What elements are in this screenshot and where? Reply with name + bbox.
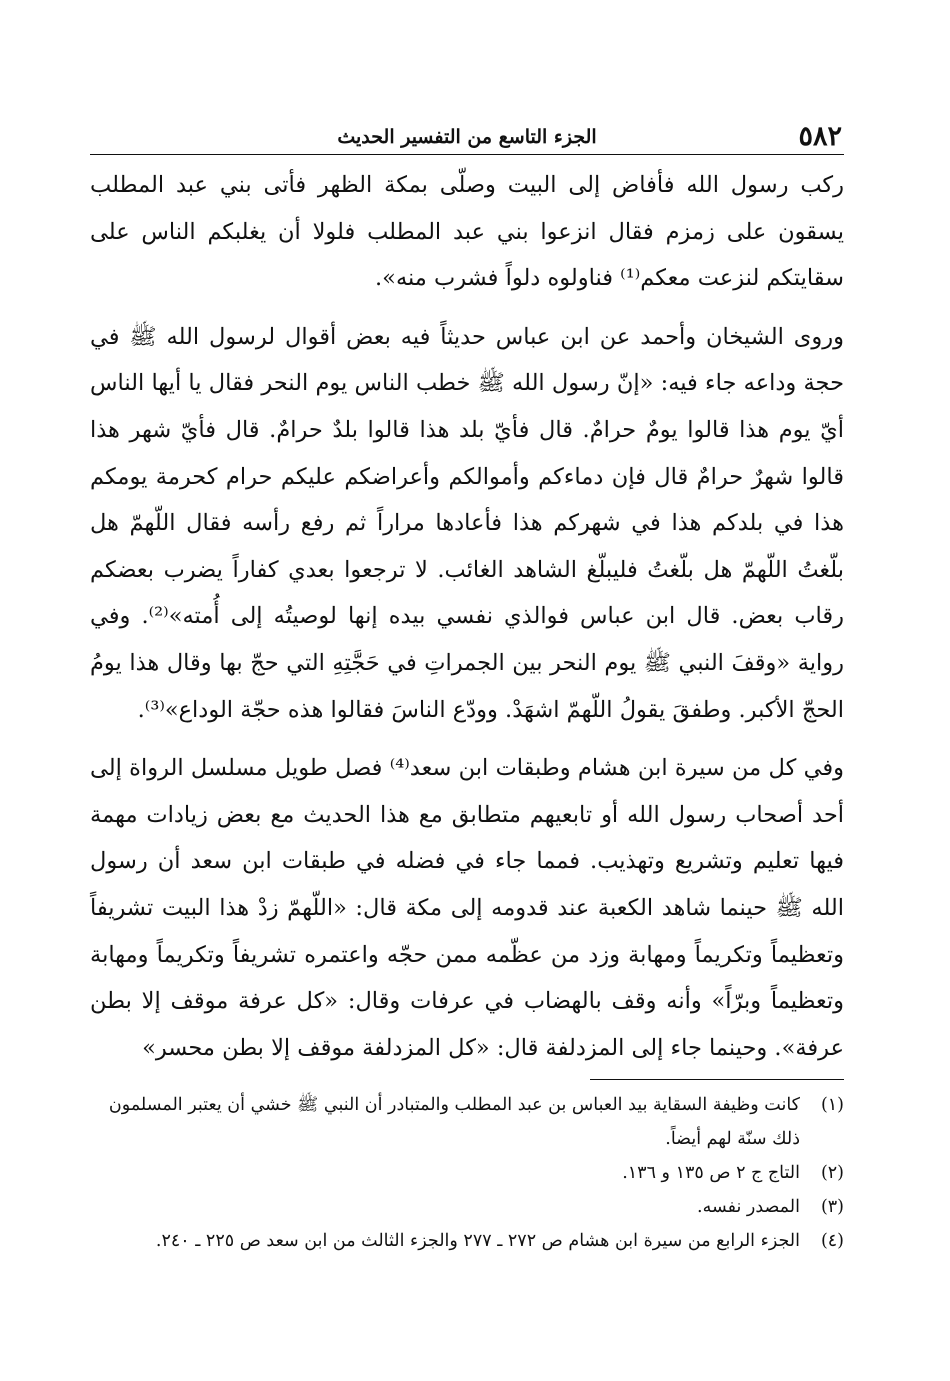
footnote-text: الجزء الرابع من سيرة ابن هشام ص ٢٧٢ ـ ٢٧٧ والجزء الثالث من ابن سعد ص ٢٢٥ ـ ٢٤٠. (155, 1231, 800, 1251)
footnote (90, 1156, 844, 1190)
running-title: الجزء التاسع من التفسير الحديث (337, 126, 597, 148)
paragraph: وروى الشيخان وأحمد عن ابن عباس حديثاً فيه بعض أقوال لرسول الله ﷺ في حجة وداعه جاء فيه: «إنّ رسول الله ﷺ خطب الناس يوم النحر فقال يا أيها الناس أيّ يوم هذا قالوا يومٌ حرامٌ. قال فأيّ بلد هذا قالوا بلدٌ حرامٌ. قال فأيّ شهر هذا قالوا شهرٌ حرامٌ قال فإن دماءكم وأموالكم وأعراضكم عليكم حرام كحرمة يومكم هذا في بلدكم هذا في شهركم هذا فأعادها مراراً ثم رفع رأسه فقال اللّهمّ هل بلّغتُ اللّهمّ هل بلّغتُ فليبلّغ الشاهد الغائب. لا ترجعوا بعدي كفاراً يضرب بعضكم رقاب بعض. قال ابن عباس فوالذي نفسي بيده إنها لوصيتُه إلى أُمته»⁽²⁾. وفي رواية «وقفَ النبي ﷺ يوم النحر بين الجمراتِ في حَجَّتِهِ التي حجّ بها وقال هذا يومُ الحجّ الأكبر. وطفقَ يقولُ اللّهمّ اشهَدْ. وودّع الناسَ فقالوا هذه حجّة الوداع»⁽³⁾. (90, 323, 844, 723)
paragraph: وفي كل من سيرة ابن هشام وطبقات ابن سعد⁽⁴⁾ فصل طويل مسلسل الرواة إلى أحد أصحاب رسول الله أو تابعيهم متطابق مع هذا الحديث مع بعض زيادات مهمة فيها تعليم وتشريع وتهذيب. فمما جاء في فضله في طبقات ابن سعد أن رسول الله ﷺ حينما شاهد الكعبة عند قدومه إلى مكة قال: «اللّهمّ زدْ هذا البيت تشريفاً وتعظيماً وتكريماً ومهابة وزد من عظّمه ممن حجّه واعتمره تشريفاً وتكريماً ومهابة وتعظيماً وبرّاً» وأنه وقف بالهضاب في عرفات وقال: «كل عرفة موقف إلا بطن عرفة». وحينما جاء إلى المزدلفة قال: «كل المزدلفة موقف إلا بطن محسر» (90, 755, 844, 1061)
header-divider (90, 154, 844, 155)
main-text (90, 162, 844, 1071)
paragraph: ركب رسول الله فأفاض إلى البيت وصلّى بمكة الظهر فأتى بني عبد المطلب يسقون على زمزم فقال انزعوا بني عبد المطلب فلولا أن يغلبكم الناس على سقايتكم لنزعت معكم⁽¹⁾ فناولوه دلواً فشرب منه». (90, 172, 844, 292)
page-header (92, 118, 842, 156)
footnotes (90, 1088, 844, 1258)
footnote-text: كانت وظيفة السقاية بيد العباس بن عبد المطلب والمتبادر أن النبي ﷺ خشي أن يعتبر المسلمون ذلك سنّة لهم أيضاً. (108, 1095, 800, 1149)
footnote-number: (١) (820, 1095, 844, 1115)
footnote-number: (٤) (820, 1231, 844, 1251)
footnote-divider (590, 1079, 844, 1080)
footnote-number: (٣) (820, 1197, 844, 1217)
footnote (90, 1190, 844, 1224)
page-number: ٥٨٢ (798, 121, 842, 152)
footnote-number: (٢) (820, 1163, 844, 1183)
footnote-text: التاج ج ٢ ص ١٣٥ و ١٣٦. (622, 1163, 800, 1183)
footnote (90, 1224, 844, 1258)
footnote-text: المصدر نفسه. (697, 1197, 800, 1217)
footnote (90, 1088, 844, 1156)
